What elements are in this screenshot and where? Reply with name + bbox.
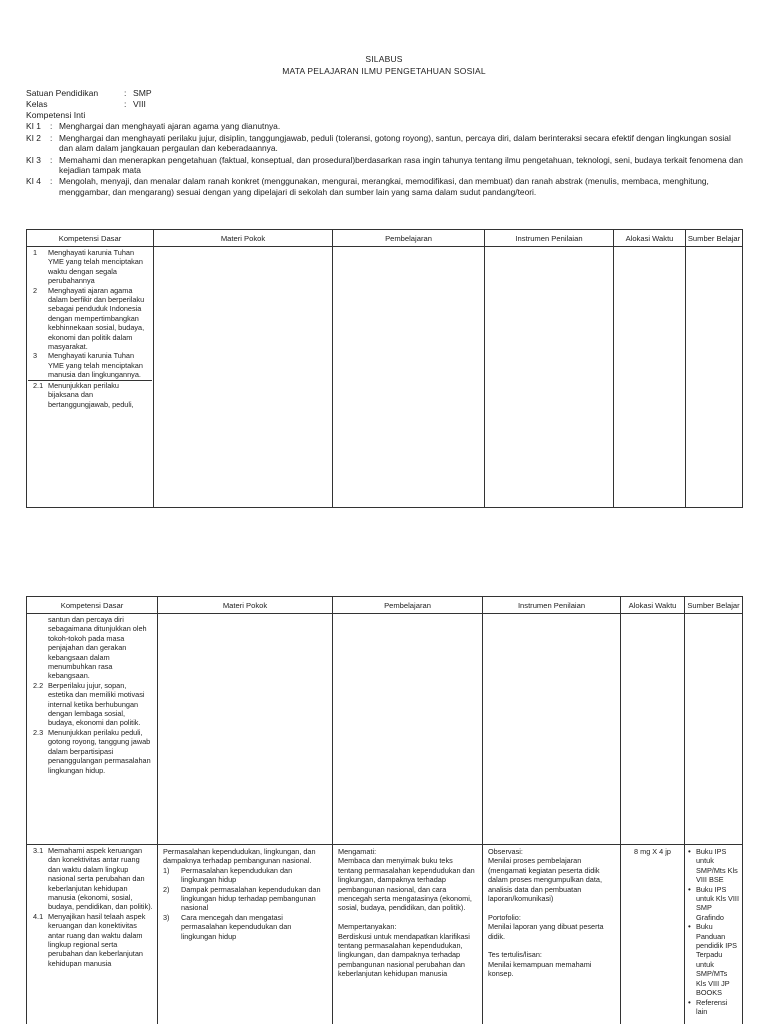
item-text: Menunjukkan perilaku bijaksana dan bertanggungjawab, peduli,	[48, 380, 134, 409]
list-item	[688, 998, 739, 1017]
bullet-icon: •	[688, 884, 691, 894]
list-item	[28, 912, 156, 968]
ki-list	[26, 121, 746, 197]
instrumen-text: Observasi: Menilai proses pembelajaran (mengamati kegiatan peserta didik dalam proses mengumpulkan data, analisis data dan pembuatan laporan/komunikasi) Portofolio: Menilai laporan yang dibuat peserta didik. Tes tertulis/lisan: Menilai kemampuan memahami konsep.	[488, 847, 604, 979]
item-number: 2.2	[33, 680, 44, 690]
item-number: 2.3	[33, 727, 44, 737]
bullet-icon: •	[688, 922, 691, 932]
item-text: Memahami aspek keruangan dan konektivitas antar ruang dan waktu dalam lingkup nasional serta perubahan dan keberlanjutan kehidupan manusia (ekonomi, sosial, budaya, pendidikan, dan politik).	[48, 846, 153, 912]
item-text: santun dan percaya diri sebagaimana ditunjukkan oleh tokoh-tokoh pada masa penjajahan dan gerakan kebangsaan dalam menumbuhkan rasa kebangsaan.	[48, 615, 147, 681]
table-row	[27, 247, 743, 508]
ki-text: Menghargai dan menghayati perilaku jujur, disiplin, tanggungjawab, peduli (toleransi, gotong royong), santun, percaya diri, dalam berinteraksi secara efektif dengan lingkungan sosial dan alam dalam jangkauan pergaulan dan keberadaannya.	[59, 132, 731, 154]
syllabus-table-1	[26, 229, 743, 508]
list-item	[163, 885, 327, 913]
instrumen-cell	[483, 845, 621, 1024]
list-item	[688, 885, 739, 923]
item-text: Cara mencegah dan mengatasi permasalahan kependudukan dan lingkungan hidup	[181, 912, 292, 941]
document-subtitle: MATA PELAJARAN ILMU PENGETAHUAN SOSIAL	[282, 66, 486, 76]
list-item	[28, 286, 152, 352]
kelas-label: Kelas	[26, 98, 48, 109]
column-header: Alokasi Waktu	[621, 597, 685, 614]
list-item	[28, 728, 156, 775]
list-item	[28, 351, 152, 379]
item-number: 2.1	[33, 380, 44, 390]
bullet-icon: •	[688, 997, 691, 1007]
item-number: 4.1	[33, 911, 44, 921]
materi-cell	[154, 247, 333, 508]
ki-text: Memahami dan menerapkan pengetahuan (faktual, konseptual, dan prosedural)berdasarkan rasa ingin tahunya tentang ilmu pengetahuan, teknologi, seni, budaya terkait fenomena dan kejadian tampak mata	[59, 154, 743, 176]
kelas-value: VIII	[133, 98, 146, 109]
column-header: Instrumen Penilaian	[483, 597, 621, 614]
list-item	[28, 248, 152, 286]
kelas-row: Kelas : VIII	[26, 98, 146, 109]
column-header: Alokasi Waktu	[614, 230, 686, 247]
ki-label: KI 1	[26, 121, 41, 132]
pembelajaran-cell	[333, 845, 483, 1024]
list-item	[28, 615, 156, 681]
column-header: Kompetensi Dasar	[27, 597, 158, 614]
ki-text: Menghargai dan menghayati ajaran agama yang dianutnya.	[59, 121, 281, 132]
satuan-row: Satuan Pendidikan : SMP	[26, 88, 152, 98]
alokasi-text: 8 mg X 4 jp	[634, 847, 671, 856]
list-item	[163, 866, 327, 885]
alokasi-cell	[614, 247, 686, 508]
item-text: Buku IPS untuk Kls VIII SMP Grafindo	[696, 884, 739, 922]
item-number: 3.1	[33, 846, 44, 855]
table-row	[27, 845, 743, 1024]
item-number: 2	[33, 285, 38, 295]
kd-cell	[27, 845, 158, 1024]
item-text: Dampak permasalahan kependudukan dan lingkungan hidup terhadap pembangunan nasional	[181, 884, 321, 913]
item-text: Menyajikan hasil telaah aspek keruangan dan konektivitas antar ruang dan waktu dalam lingkup regional serta perubahan dan keberlanjutan kehidupan manusia	[48, 911, 146, 968]
sumber-cell	[685, 845, 743, 1024]
column-header: Materi Pokok	[154, 230, 333, 247]
satuan-value: SMP	[133, 88, 152, 98]
ki-item	[26, 155, 746, 176]
kompetensi-inti-label: Kompetensi Inti	[26, 109, 86, 120]
syllabus-table-2	[26, 596, 743, 1024]
item-text: Referensi lain	[696, 997, 728, 1016]
table-header-row	[27, 230, 743, 247]
item-text: Buku IPS untuk SMP/Mts Kls VIII BSE	[696, 847, 738, 885]
ki-colon: :	[50, 132, 53, 143]
ki-colon: :	[50, 176, 53, 187]
syllabus-info	[26, 88, 746, 197]
bullet-icon: •	[688, 847, 691, 856]
instrumen-cell	[485, 247, 614, 508]
kd-cell	[27, 247, 154, 508]
list-item	[163, 913, 327, 941]
materi-intro: Permasalahan kependudukan, lingkungan, dan dampaknya terhadap pembangunan nasional.	[163, 847, 318, 866]
item-number	[28, 615, 48, 681]
list-item	[28, 846, 156, 912]
pembelajaran-cell	[333, 247, 485, 508]
ki-label: KI 2	[26, 132, 41, 143]
column-header: Kompetensi Dasar	[27, 230, 154, 247]
ki-colon: :	[50, 121, 53, 132]
sumber-cell	[686, 247, 743, 508]
column-header: Pembelajaran	[333, 597, 483, 614]
table-header-row	[27, 597, 743, 614]
item-text: Buku Panduan pendidik IPS Terpadu untuk SMP/MTs Kls VIII JP BOOKS	[696, 922, 737, 998]
column-header: Instrumen Penilaian	[485, 230, 614, 247]
column-header: Sumber Belajar	[685, 597, 743, 614]
item-number: 1)	[163, 865, 170, 875]
list-item	[28, 681, 156, 728]
satuan-label: Satuan Pendidikan	[26, 88, 99, 98]
table-row	[27, 614, 743, 845]
item-text: Permasalahan kependudukan dan lingkungan hidup	[181, 865, 293, 885]
kd-cell	[27, 614, 158, 845]
item-text: Menghayati karunia Tuhan YME yang telah menciptakan manusia dan lingkungannya.	[48, 351, 143, 380]
ki-colon: :	[50, 154, 53, 165]
item-number: 3	[33, 351, 38, 361]
item-text: Berperilaku jujur, sopan, estetika dan memiliki motivasi internal ketika berhubungan dengan lembaga sosial, budaya, ekonomi dan politik.	[48, 680, 145, 728]
list-item	[688, 922, 739, 997]
item-number: 2)	[163, 884, 170, 894]
ki-item	[26, 133, 746, 154]
list-item	[28, 381, 152, 409]
item-number: 3)	[163, 912, 170, 922]
document-title: SILABUS	[365, 54, 403, 64]
ki-text: Mengolah, menyaji, dan menalar dalam ranah konkret (menggunakan, mengurai, merangkai, memodifikasi, dan membuat) dan ranah abstrak (menulis, membaca, menghitung, menggambar, dan mengarang) sesuai dengan yang dipelajari di sekolah dan sumber lain yang sama dalam sudut pandang/teori.	[59, 176, 709, 197]
ki-label: KI 3	[26, 154, 41, 165]
ki-item	[26, 121, 746, 131]
column-header: Sumber Belajar	[686, 230, 743, 247]
pembelajaran-text: Mengamati: Membaca dan menyimak buku teks tentang permasalahan kependudukan dan lingkungan, dampaknya terhadap pembangunan nasional, dan cara mencegah serta mengatasinya (ekonomi, sosial, budaya, pendidikan, dan politik). Mempertanyakan: Berdiskusi untuk mendapatkan klarifikasi tentang permasalahan kependudukan, lingkungan, dan dampaknya terhadap pembangunan nasional perubahan dan keberlanjutan kehidupan manusia	[338, 847, 475, 979]
item-text: Menghayati ajaran agama dalam berfikir dan berperilaku sebagai penduduk Indonesia dengan mempertimbangkan kebhinnekaan sosial, budaya, ekonomi dan politik dalam masyarakat.	[48, 285, 145, 352]
column-header: Pembelajaran	[333, 230, 485, 247]
item-text: Menunjukkan perilaku peduli, gotong royong, tanggung jawab dalam berpartisipasi penanggulangan permasalahan lingkungan hidup.	[48, 727, 151, 775]
ki-label: KI 4	[26, 176, 41, 187]
list-item	[688, 847, 739, 885]
ki-item	[26, 176, 746, 197]
column-header: Materi Pokok	[158, 597, 333, 614]
item-number: 1	[33, 248, 38, 257]
alokasi-cell	[621, 845, 685, 1024]
materi-cell	[158, 845, 333, 1024]
item-text: Menghayati karunia Tuhan YME yang telah menciptakan waktu dengan segala perubahannya	[48, 248, 143, 286]
